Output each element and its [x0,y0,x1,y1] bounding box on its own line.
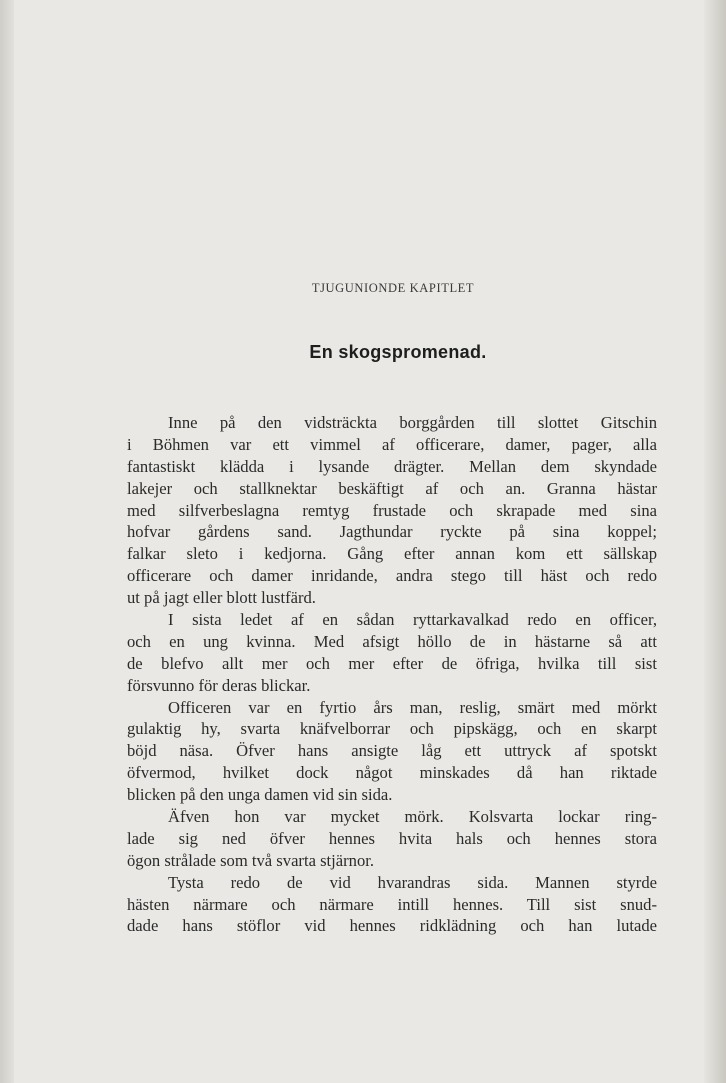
text-line: böjd näsa. Öfver hans ansigte låg ett uttryck af spotskt [127,741,657,761]
text-line: ut på jagt eller blott lustfärd. [127,588,316,608]
text-line: I sista ledet af en sådan ryttarkavalkad redo en officer, [168,610,657,630]
text-line: falkar sleto i kedjorna. Gång efter annan kom ett sällskap [127,544,657,564]
text-line: Inne på den vidsträckta borggården till slottet Gitschin [168,413,657,432]
text-line: försvunno för deras blickar. [127,675,311,695]
text-line: Officeren var en fyrtio års man, reslig, smärt med mörkt [168,697,657,717]
text-line: fantastiskt klädda i lysande drägter. Mellan dem skyndade [127,456,657,476]
text-line: blicken på den unga damen vid sin sida. [127,785,393,805]
text-line: gulaktig hy, svarta knäfvelborrar och pipskägg, och en skarpt [127,719,657,739]
text-line: ögon strålade som två svarta stjärnor. [127,850,375,870]
text-line: de blefvo allt mer och mer efter de öfriga, hvilka till sist [127,653,657,673]
page-left-edge [0,0,14,1083]
text-line: lakejer och stallknektar beskäftigt af och an. Granna hästar [127,478,657,498]
text-line: Äfven hon var mycket mörk. Kolsvarta lockar ring- [168,807,657,827]
text-line: dade hans stöflor vid hennes ridklädning och han lutade [127,916,657,936]
text-line: lade sig ned öfver hennes hvita hals och hennes stora [127,828,657,848]
chapter-title: En skogspromenad. [309,342,487,362]
page-right-edge [704,0,726,1083]
text-line: Tysta redo de vid hvarandras sida. Mannen styrde [168,872,657,892]
text-line: och en ung kvinna. Med afsigt höllo de in hästarne så att [127,631,657,651]
text-line: i Böhmen var ett vimmel af officerare, damer, pager, alla [127,434,657,454]
text-line: hofvar gårdens sand. Jagthundar ryckte på sina koppel; [127,522,657,542]
text-line: med silfverbeslagna remtyg frustade och skrapade med sina [127,500,657,520]
body-text [127,412,657,937]
text-line: öfvermod, hvilket dock något minskades då han riktade [127,763,657,783]
text-line: hästen närmare och närmare intill hennes. Till sist snud- [127,894,657,914]
text-line: officerare och damer inridande, andra stego till häst och redo [127,566,657,586]
chapter-heading: TJUGUNIONDE KAPITLET [311,281,475,295]
